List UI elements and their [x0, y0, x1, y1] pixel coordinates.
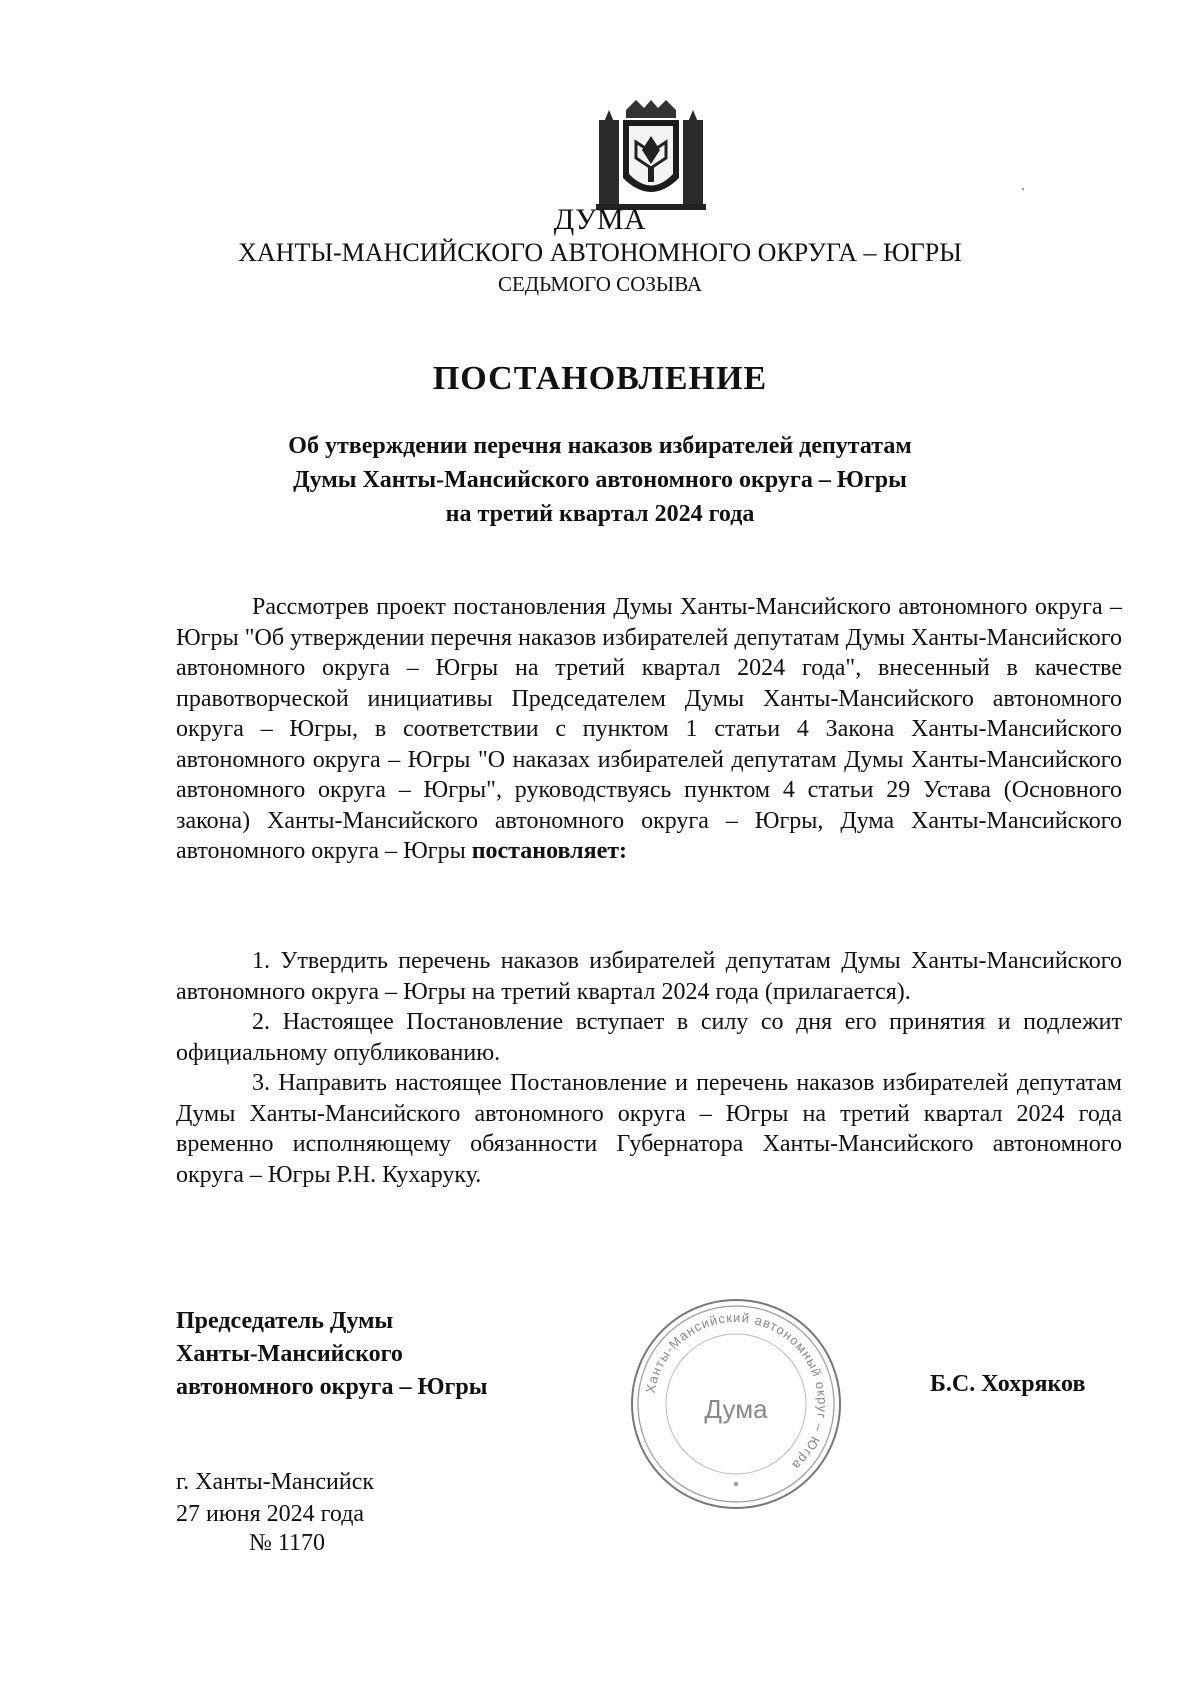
resolution-item: 2. Настоящее Постановление вступает в силу со дня его принятия и подлежит официальному опубликованию.	[176, 1009, 1122, 1066]
preamble-text: Рассмотрев проект постановления Думы Ханты-Мансийского автономного округа – Югры "Об утверждении перечня наказов избирателей депутатам Думы Ханты-Мансийского автономного округа – Югры на третий квартал 2024 года", внесенный в качестве правотворческой инициативы Председателем Думы Ханты-Мансийского автономного округа – Югры, в соответствии с пунктом 1 статьи 4 Закона Ханты-Мансийского автономного округа – Югры "О наказах избирателей депутатам Думы Ханты-Мансийского автономного округа – Югры", руководствуясь пунктом 4 статьи 29 Устава (Основного закона) Ханты-Мансийского автономного округа – Югры, Дума Ханты-Мансийского автономного округа – Югры	[176, 594, 1122, 864]
convocation: СЕДЬМОГО СОЗЫВА	[497, 272, 703, 296]
resolution-item: 1. Утвердить перечень наказов избирателей депутатам Думы Ханты-Мансийского автономного округа – Югры на третий квартал 2024 года (прилагается).	[176, 948, 1122, 1005]
date: 27 июня 2024 года	[176, 1501, 365, 1527]
position-line: Председатель Думы	[176, 1308, 394, 1334]
signatory-name: Б.С. Хохряков	[930, 1371, 1086, 1397]
position-line: Ханты-Мансийского	[176, 1341, 403, 1367]
org-region: ХАНТЫ-МАНСИЙСКОГО АВТОНОМНОГО ОКРУГА – ЮГРЫ	[238, 238, 962, 267]
signatory-position	[176, 1305, 487, 1404]
place: г. Ханты-Мансийск	[176, 1469, 375, 1495]
place-and-date	[176, 1466, 374, 1530]
subject-line: Об утверждении перечня наказов избирателей депутатам	[288, 433, 912, 459]
subject-line: на третий квартал 2024 года	[445, 501, 755, 527]
document-number: № 1170	[249, 1530, 326, 1556]
resolution-item: 3. Направить настоящее Постановление и перечень наказов избирателей депутатам Думы Ханты-Мансийского автономного округа – Югры на третий квартал 2024 года временно исполняющему обязанности Губернатора Ханты-Мансийского автономного округа – Югры Р.Н. Кухаруку.	[176, 1070, 1122, 1188]
org-name: ДУМА	[553, 203, 647, 236]
document-type: ПОСТАНОВЛЕНИЕ	[432, 360, 768, 397]
seal-ring-text: Ханты-Мансийский автономный округ – Югра	[642, 1309, 831, 1474]
decision-word: постановляет:	[471, 838, 628, 864]
position-line: автономного округа – Югры	[176, 1374, 488, 1400]
seal-center-text: Дума	[704, 1394, 768, 1424]
subject-line: Думы Ханты-Мансийского автономного округа – Югры	[293, 467, 907, 493]
scan-speck	[1022, 188, 1024, 190]
preamble-paragraph	[176, 592, 1122, 867]
resolution-items	[176, 946, 1122, 1190]
document-subject	[0, 429, 1200, 531]
coat-of-arms-emblem	[596, 100, 706, 212]
official-seal	[628, 1296, 844, 1512]
